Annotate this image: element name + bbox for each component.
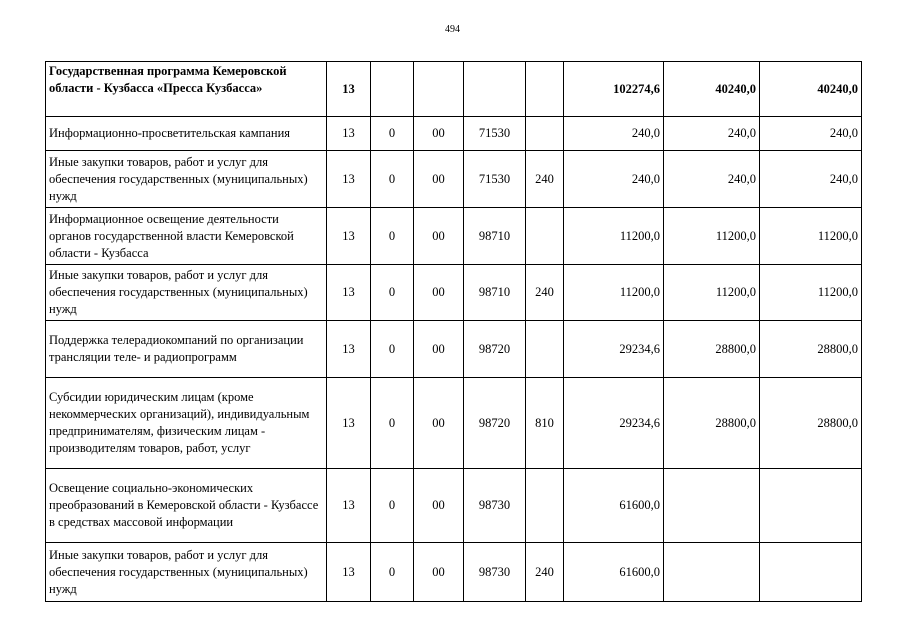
row-year2 (664, 543, 760, 602)
row-vid (526, 469, 564, 543)
row-direction (414, 62, 464, 117)
row-name: Освещение социально-экономических преобразований в Кемеровской области - Кузбассе в средствах массовой информации (46, 469, 327, 543)
budget-table (45, 61, 862, 602)
row-direction: 00 (414, 208, 464, 265)
table-row (46, 265, 862, 321)
row-vid (526, 62, 564, 117)
row-razdel: 13 (327, 543, 371, 602)
row-year3: 28800,0 (760, 378, 862, 469)
row-subprogram: 0 (371, 543, 414, 602)
table-row (46, 151, 862, 208)
row-year2: 240,0 (664, 117, 760, 151)
row-year3: 40240,0 (760, 62, 862, 117)
row-razdel: 13 (327, 265, 371, 321)
row-razdel: 13 (327, 62, 371, 117)
row-target: 98710 (464, 265, 526, 321)
row-year1: 29234,6 (564, 321, 664, 378)
row-target: 71530 (464, 117, 526, 151)
row-year2: 11200,0 (664, 208, 760, 265)
row-name: Поддержка телерадиокомпаний по организации трансляции теле- и радиопрограмм (46, 321, 327, 378)
row-subprogram: 0 (371, 117, 414, 151)
table-row (46, 378, 862, 469)
row-razdel: 13 (327, 378, 371, 469)
row-name: Иные закупки товаров, работ и услуг для обеспечения государственных (муниципальных) нужд (46, 151, 327, 208)
row-subprogram: 0 (371, 378, 414, 469)
table-row (46, 117, 862, 151)
row-year1: 29234,6 (564, 378, 664, 469)
row-year3 (760, 469, 862, 543)
row-year1: 240,0 (564, 151, 664, 208)
row-direction: 00 (414, 265, 464, 321)
row-vid: 810 (526, 378, 564, 469)
row-subprogram: 0 (371, 208, 414, 265)
row-year3: 240,0 (760, 151, 862, 208)
row-direction: 00 (414, 117, 464, 151)
row-year2: 40240,0 (664, 62, 760, 117)
row-name: Информационное освещение деятельности органов государственной власти Кемеровской области - Кузбасса (46, 208, 327, 265)
row-name: Государственная программа Кемеровской области - Кузбасса «Пресса Кузбасса» (46, 62, 327, 117)
row-year2: 11200,0 (664, 265, 760, 321)
row-year1: 11200,0 (564, 208, 664, 265)
row-target: 71530 (464, 151, 526, 208)
row-vid: 240 (526, 543, 564, 602)
row-name: Субсидии юридическим лицам (кроме некоммерческих организаций), индивидуальным предпринимателям, физическим лицам - производителям товаров, работ, услуг (46, 378, 327, 469)
row-year1: 240,0 (564, 117, 664, 151)
row-year1: 61600,0 (564, 543, 664, 602)
table-row (46, 321, 862, 378)
table-row (46, 543, 862, 602)
row-razdel: 13 (327, 208, 371, 265)
row-direction: 00 (414, 543, 464, 602)
row-target: 98730 (464, 543, 526, 602)
table-row (46, 208, 862, 265)
row-razdel: 13 (327, 117, 371, 151)
row-vid (526, 321, 564, 378)
row-razdel: 13 (327, 321, 371, 378)
table-row (46, 62, 862, 117)
row-year3 (760, 543, 862, 602)
row-subprogram: 0 (371, 151, 414, 208)
row-direction: 00 (414, 378, 464, 469)
row-vid: 240 (526, 151, 564, 208)
row-direction: 00 (414, 321, 464, 378)
table-row (46, 469, 862, 543)
row-year3: 28800,0 (760, 321, 862, 378)
row-year2: 28800,0 (664, 378, 760, 469)
row-name: Иные закупки товаров, работ и услуг для обеспечения государственных (муниципальных) нужд (46, 543, 327, 602)
row-vid (526, 208, 564, 265)
row-subprogram: 0 (371, 321, 414, 378)
row-direction: 00 (414, 151, 464, 208)
row-year2: 240,0 (664, 151, 760, 208)
row-subprogram: 0 (371, 265, 414, 321)
row-target: 98730 (464, 469, 526, 543)
page-number: 494 (445, 24, 460, 35)
row-razdel: 13 (327, 151, 371, 208)
row-subprogram (371, 62, 414, 117)
row-year3: 11200,0 (760, 265, 862, 321)
row-year1: 102274,6 (564, 62, 664, 117)
row-year2 (664, 469, 760, 543)
row-year3: 240,0 (760, 117, 862, 151)
row-name: Информационно-просветительская кампания (46, 117, 327, 151)
row-vid (526, 117, 564, 151)
row-subprogram: 0 (371, 469, 414, 543)
row-razdel: 13 (327, 469, 371, 543)
row-vid: 240 (526, 265, 564, 321)
row-year1: 11200,0 (564, 265, 664, 321)
row-target: 98720 (464, 378, 526, 469)
row-year3: 11200,0 (760, 208, 862, 265)
row-direction: 00 (414, 469, 464, 543)
row-target: 98720 (464, 321, 526, 378)
row-year1: 61600,0 (564, 469, 664, 543)
row-name: Иные закупки товаров, работ и услуг для обеспечения государственных (муниципальных) нужд (46, 265, 327, 321)
row-year2: 28800,0 (664, 321, 760, 378)
row-target: 98710 (464, 208, 526, 265)
row-target (464, 62, 526, 117)
